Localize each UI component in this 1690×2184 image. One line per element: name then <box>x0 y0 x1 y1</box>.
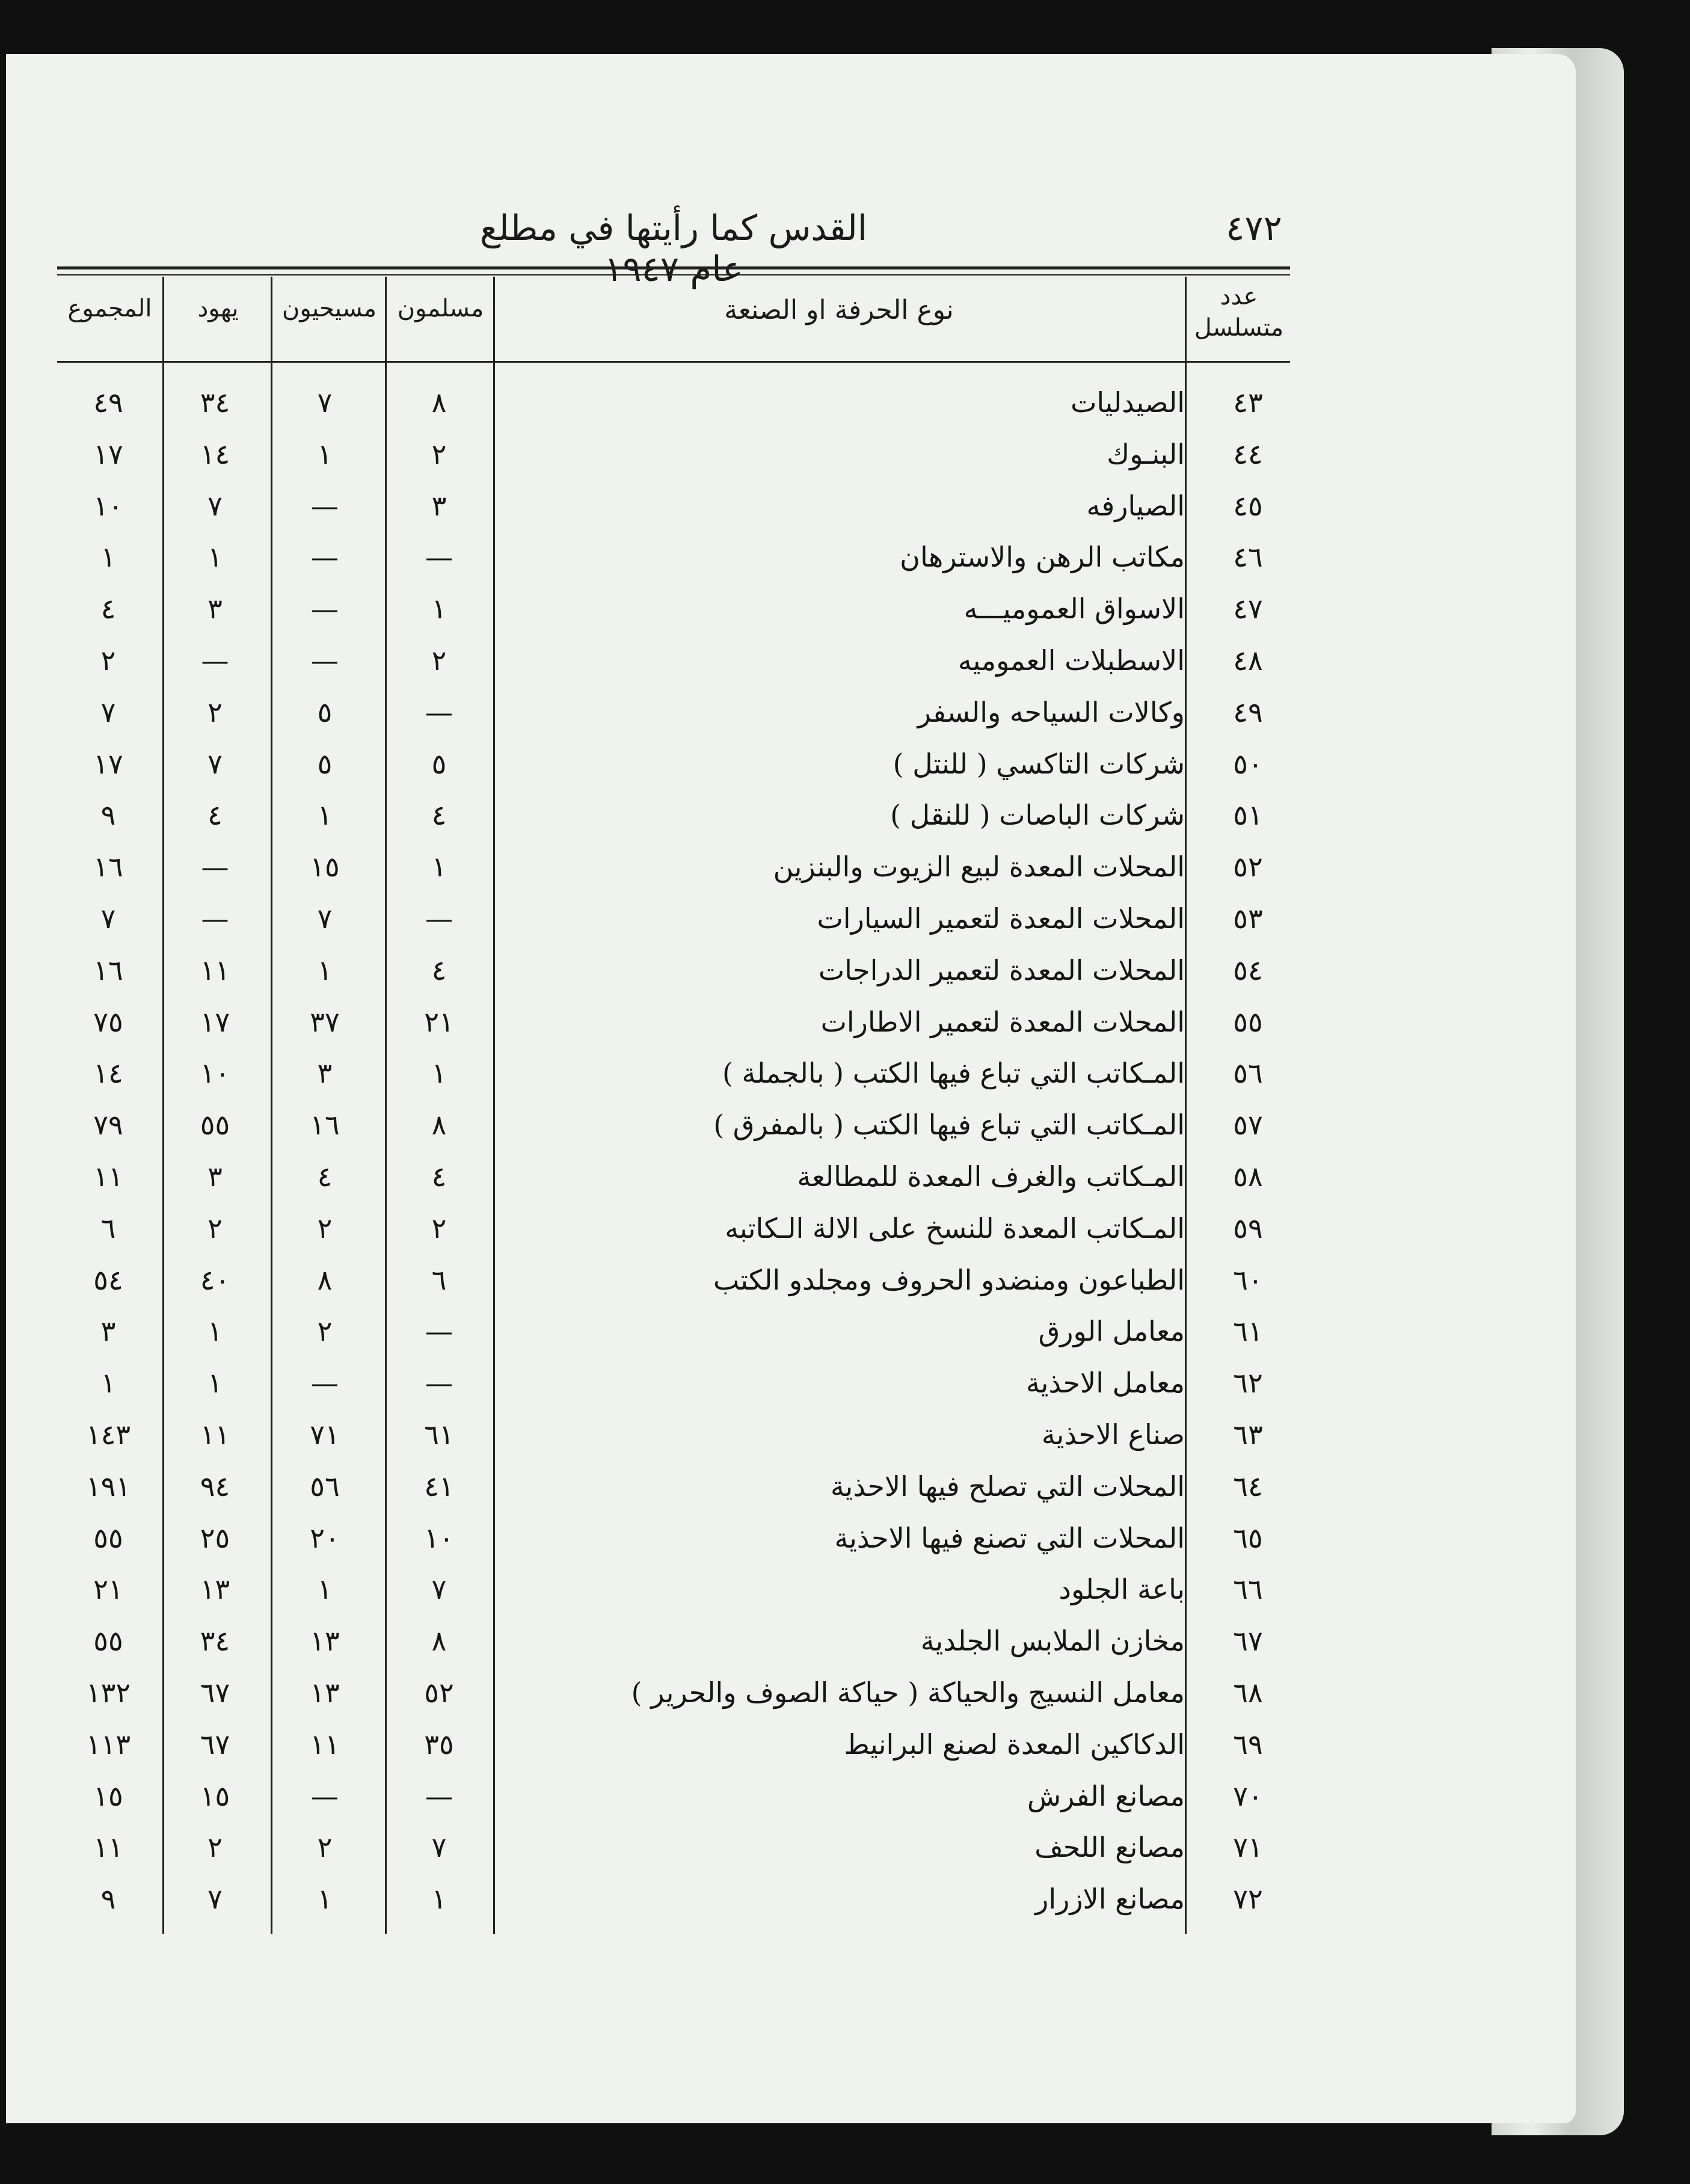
trade-name: الصيدليات <box>1071 386 1185 419</box>
trade-name: المـكاتب التي تباع فيها الكتب ( بالجملة ) <box>722 1057 1185 1090</box>
row-number: ٦١ <box>1233 1315 1263 1348</box>
total-count: ٥٥ <box>93 1521 123 1554</box>
muslims-count: ١ <box>431 592 447 626</box>
trade-name: مكاتب الرهن والاسترهان <box>900 541 1185 574</box>
row-number: ٦٦ <box>1233 1573 1263 1606</box>
muslims-count: ٢١ <box>424 1005 454 1038</box>
muslims-count: ٤ <box>431 953 447 986</box>
christians-count: ٨ <box>317 1263 333 1296</box>
trade-name: المحلات المعدة لتعمير الدراجات <box>818 953 1185 986</box>
jews-count: ٧ <box>207 747 223 780</box>
jews-count: ٥٥ <box>200 1109 230 1142</box>
jews-count: ١٧ <box>200 1005 230 1038</box>
jews-count: ٩٤ <box>200 1469 230 1503</box>
table-row <box>57 1305 1290 1358</box>
total-count: ١٩١ <box>85 1469 131 1503</box>
header-christians: مسيحيون <box>281 295 377 322</box>
total-count: ٧٥ <box>93 1005 123 1038</box>
trade-name: المـكاتب التي تباع فيها الكتب ( بالمفرق ) <box>713 1109 1185 1142</box>
row-number: ٦٨ <box>1233 1676 1263 1709</box>
table-row <box>57 428 1290 481</box>
muslims-count: — <box>425 1367 453 1400</box>
header-trade: نوع الحرفة او الصنعة <box>724 295 954 325</box>
jews-count: ٧ <box>207 1883 223 1916</box>
jews-count: ٣٤ <box>200 1625 230 1658</box>
christians-count: ١٣ <box>310 1625 340 1658</box>
christians-count: ١ <box>317 437 333 470</box>
christians-count: ٣ <box>317 1057 333 1090</box>
row-number: ٥٦ <box>1233 1057 1263 1090</box>
total-count: ١١٣ <box>85 1727 131 1761</box>
row-number: ٤٨ <box>1233 644 1263 677</box>
trade-name: شركات الباصات ( للنقل ) <box>890 799 1185 832</box>
christians-count: — <box>311 489 339 522</box>
header-jews: يهود <box>197 295 239 322</box>
total-count: ٦ <box>100 1211 116 1244</box>
table-row <box>57 531 1290 583</box>
christians-count: ٢٠ <box>310 1521 340 1554</box>
jews-count: ١٤ <box>200 437 230 470</box>
table-row <box>57 1614 1290 1667</box>
trade-name: معامل النسيج والحياكة ( حياكة الصوف والحرير ) <box>631 1676 1185 1709</box>
row-number: ٤٦ <box>1233 541 1263 574</box>
jews-count: ٣ <box>207 1160 223 1193</box>
row-number: ٤٣ <box>1233 386 1263 419</box>
christians-count: ٥٦ <box>310 1469 340 1503</box>
row-number: ٧١ <box>1233 1831 1263 1864</box>
total-count: ٩ <box>100 1883 116 1916</box>
row-number: ٦٢ <box>1233 1367 1263 1400</box>
trade-name: مصانع اللحف <box>1034 1831 1185 1864</box>
christians-count: ٥ <box>317 695 333 728</box>
muslims-count: ٢ <box>431 644 447 677</box>
table-row <box>57 1356 1290 1409</box>
jews-count: ٦٧ <box>200 1727 230 1761</box>
jews-count: — <box>201 851 229 884</box>
trade-name: وكالات السياحه والسفر <box>917 695 1185 728</box>
christians-count: — <box>311 1779 339 1812</box>
trade-name: الطباعون ومنضدو الحروف ومجلدو الكتب <box>713 1263 1185 1296</box>
header-serial-line2: متسلسل <box>1194 314 1284 342</box>
row-number: ٤٧ <box>1233 592 1263 626</box>
trade-name: مخازن الملابس الجلدية <box>920 1625 1185 1658</box>
jews-count: ٧ <box>207 489 223 522</box>
christians-count: ٢ <box>317 1211 333 1244</box>
total-count: ١٤ <box>93 1057 123 1090</box>
trade-name: المحلات المعدة لتعمير السيارات <box>817 902 1185 935</box>
christians-count: ١ <box>317 1883 333 1916</box>
total-count: ١١ <box>93 1831 123 1864</box>
muslims-count: ٢ <box>431 1211 447 1244</box>
christians-count: ٥ <box>317 747 333 780</box>
header-serial <box>1188 283 1290 342</box>
trade-name: صناع الاحذية <box>1041 1418 1185 1451</box>
row-number: ٦٠ <box>1233 1263 1263 1296</box>
total-count: ١٤٣ <box>85 1418 131 1451</box>
trade-name: مصانع الازرار <box>1035 1883 1185 1916</box>
table-row <box>57 1563 1290 1616</box>
header-serial-line1: عدد <box>1220 283 1258 310</box>
jews-count: — <box>201 902 229 935</box>
christians-count: ٤ <box>317 1160 333 1193</box>
total-count: ٤ <box>100 592 116 626</box>
muslims-count: ٣٥ <box>424 1727 454 1761</box>
trade-name: المـكاتب المعدة للنسخ على الالة الـكاتبه <box>725 1211 1185 1244</box>
trade-name: الصيارفه <box>1086 489 1185 522</box>
muslims-count: ١ <box>431 1057 447 1090</box>
table-row <box>57 1512 1290 1564</box>
trade-name: باعة الجلود <box>1059 1573 1185 1606</box>
christians-count: ١٦ <box>310 1109 340 1142</box>
jews-count: ٢ <box>207 695 223 728</box>
muslims-count: — <box>425 902 453 935</box>
muslims-count: ٧ <box>431 1831 447 1864</box>
muslims-count: — <box>425 1315 453 1348</box>
trade-name: المحلات المعدة لتعمير الاطارات <box>820 1005 1185 1038</box>
table-row <box>57 634 1290 687</box>
christians-count: ٢ <box>317 1831 333 1864</box>
total-count: ١٥ <box>93 1779 123 1812</box>
jews-count: ١٣ <box>200 1573 230 1606</box>
running-title: القدس كما رأيتها في مطلع <box>480 208 867 248</box>
table-row <box>57 1718 1290 1771</box>
muslims-count: ٦١ <box>424 1418 454 1451</box>
total-count: ٤٩ <box>93 386 123 419</box>
muslims-count: ٧ <box>431 1573 447 1606</box>
total-count: ٥٥ <box>93 1625 123 1658</box>
muslims-count: ١ <box>431 851 447 884</box>
christians-count: ٣٧ <box>310 1005 340 1038</box>
jews-count: ٤ <box>207 799 223 832</box>
jews-count: — <box>201 644 229 677</box>
total-count: ٧ <box>100 695 116 728</box>
muslims-count: — <box>425 695 453 728</box>
muslims-count: ٤ <box>431 799 447 832</box>
row-number: ٦٩ <box>1233 1727 1263 1761</box>
jews-count: ٣ <box>207 592 223 626</box>
jews-count: ١ <box>207 541 223 574</box>
table-row <box>57 1666 1290 1719</box>
christians-count: ١١ <box>310 1727 340 1761</box>
table-row <box>57 376 1290 429</box>
muslims-count: — <box>425 1779 453 1812</box>
muslims-count: ٨ <box>431 1109 447 1142</box>
row-number: ٦٤ <box>1233 1469 1263 1503</box>
trade-name: المحلات التي تصلح فيها الاحذية <box>830 1469 1185 1503</box>
total-count: ١٧ <box>93 437 123 470</box>
jews-count: ٢ <box>207 1211 223 1244</box>
column-header-rule <box>57 361 1290 363</box>
table-row <box>57 1098 1290 1151</box>
total-count: ١١ <box>93 1160 123 1193</box>
row-number: ٥٩ <box>1233 1211 1263 1244</box>
total-count: ٩ <box>100 799 116 832</box>
table-row <box>57 944 1290 997</box>
christians-count: ١ <box>317 1573 333 1606</box>
trade-name: المحلات المعدة لبيع الزيوت والبنزين <box>773 851 1185 884</box>
table-row <box>57 686 1290 739</box>
row-number: ٦٣ <box>1233 1418 1263 1451</box>
table-row <box>57 737 1290 790</box>
table-row <box>57 1872 1290 1925</box>
christians-count: ٧ <box>317 386 333 419</box>
muslims-count: ٢ <box>431 437 447 470</box>
row-number: ٤٤ <box>1233 437 1263 470</box>
table-row <box>57 995 1290 1048</box>
trade-name: معامل الاحذية <box>1025 1367 1185 1400</box>
total-count: ٥٤ <box>93 1263 123 1296</box>
muslims-count: ٣ <box>431 489 447 522</box>
muslims-count: ٨ <box>431 386 447 419</box>
christians-count: — <box>311 592 339 626</box>
table-row <box>57 840 1290 893</box>
total-count: ١ <box>100 541 116 574</box>
trade-name: المحلات التي تصنع فيها الاحذية <box>834 1521 1185 1554</box>
total-count: ١ <box>100 1367 116 1400</box>
page-number: ٤٧٢ <box>1226 208 1282 248</box>
muslims-count: ٦ <box>431 1263 447 1296</box>
table-row <box>57 1047 1290 1100</box>
row-number: ٧٠ <box>1233 1779 1263 1812</box>
row-number: ٥٨ <box>1233 1160 1263 1193</box>
jews-count: ٣٤ <box>200 386 230 419</box>
row-number: ٤٥ <box>1233 489 1263 522</box>
muslims-count: ١ <box>431 1883 447 1916</box>
jews-count: ١ <box>207 1315 223 1348</box>
christians-count: — <box>311 541 339 574</box>
table-row <box>57 789 1290 841</box>
table-row <box>57 479 1290 532</box>
christians-count: — <box>311 644 339 677</box>
christians-count: ١٣ <box>310 1676 340 1709</box>
muslims-count: ٤١ <box>424 1469 454 1503</box>
row-number: ٥١ <box>1233 799 1263 832</box>
trade-name: الاسطبلات العموميه <box>957 644 1185 677</box>
row-number: ٥٣ <box>1233 902 1263 935</box>
table-row <box>57 1202 1290 1255</box>
jews-count: ٢٥ <box>200 1521 230 1554</box>
muslims-count: ٥٢ <box>424 1676 454 1709</box>
table-row <box>57 892 1290 945</box>
total-count: ١٦ <box>93 953 123 986</box>
row-number: ٥٢ <box>1233 851 1263 884</box>
jews-count: ٤٠ <box>200 1263 230 1296</box>
row-number: ٥٤ <box>1233 953 1263 986</box>
table-row <box>57 1408 1290 1461</box>
christians-count: ١ <box>317 953 333 986</box>
row-number: ٥٥ <box>1233 1005 1263 1038</box>
jews-count: ١٠ <box>200 1057 230 1090</box>
muslims-count: — <box>425 541 453 574</box>
jews-count: ١١ <box>200 1418 230 1451</box>
header-rule <box>57 266 1290 269</box>
row-number: ٦٥ <box>1233 1521 1263 1554</box>
trade-name: الدكاكين المعدة لصنع البرانيط <box>844 1727 1185 1761</box>
muslims-count: ١٠ <box>424 1521 454 1554</box>
trade-name: المـكاتب والغرف المعدة للمطالعة <box>797 1160 1185 1193</box>
christians-count: ١٥ <box>310 851 340 884</box>
table-row <box>57 582 1290 635</box>
row-number: ٤٩ <box>1233 695 1263 728</box>
total-count: ٧٩ <box>93 1109 123 1142</box>
table-row <box>57 1460 1290 1513</box>
jews-count: ٢ <box>207 1831 223 1864</box>
christians-count: — <box>311 1367 339 1400</box>
table-row <box>57 1770 1290 1823</box>
header-total: المجموع <box>67 295 152 322</box>
trade-name: البنـوك <box>1107 437 1185 470</box>
jews-count: ٦٧ <box>200 1676 230 1709</box>
total-count: ٧ <box>100 902 116 935</box>
row-number: ٥٧ <box>1233 1109 1263 1142</box>
total-count: ٢١ <box>93 1573 123 1606</box>
row-number: ٥٠ <box>1233 747 1263 780</box>
header-muslims: مسلمون <box>397 295 484 322</box>
trade-name: معامل الورق <box>1038 1315 1185 1348</box>
jews-count: ١ <box>207 1367 223 1400</box>
table-row <box>57 1253 1290 1306</box>
trade-name: الاسواق العموميـــه <box>963 592 1185 626</box>
christians-count: ٧١ <box>310 1418 340 1451</box>
muslims-count: ٨ <box>431 1625 447 1658</box>
trade-name: مصانع الفرش <box>1027 1779 1185 1812</box>
jews-count: ١١ <box>200 953 230 986</box>
muslims-count: ٥ <box>431 747 447 780</box>
total-count: ٢ <box>100 644 116 677</box>
trade-name: شركات التاكسي ( للنتل ) <box>893 747 1185 780</box>
jews-count: ١٥ <box>200 1779 230 1812</box>
total-count: ٣ <box>100 1315 116 1348</box>
christians-count: ٢ <box>317 1315 333 1348</box>
header-rule-thin <box>57 274 1290 275</box>
total-count: ١٦ <box>93 851 123 884</box>
table-row <box>57 1821 1290 1874</box>
muslims-count: ٤ <box>431 1160 447 1193</box>
total-count: ١٣٢ <box>85 1676 131 1709</box>
christians-count: ٧ <box>317 902 333 935</box>
total-count: ١٠ <box>93 489 123 522</box>
row-number: ٧٢ <box>1233 1883 1263 1916</box>
table-row <box>57 1150 1290 1203</box>
christians-count: ١ <box>317 799 333 832</box>
row-number: ٦٧ <box>1233 1625 1263 1658</box>
total-count: ١٧ <box>93 747 123 780</box>
